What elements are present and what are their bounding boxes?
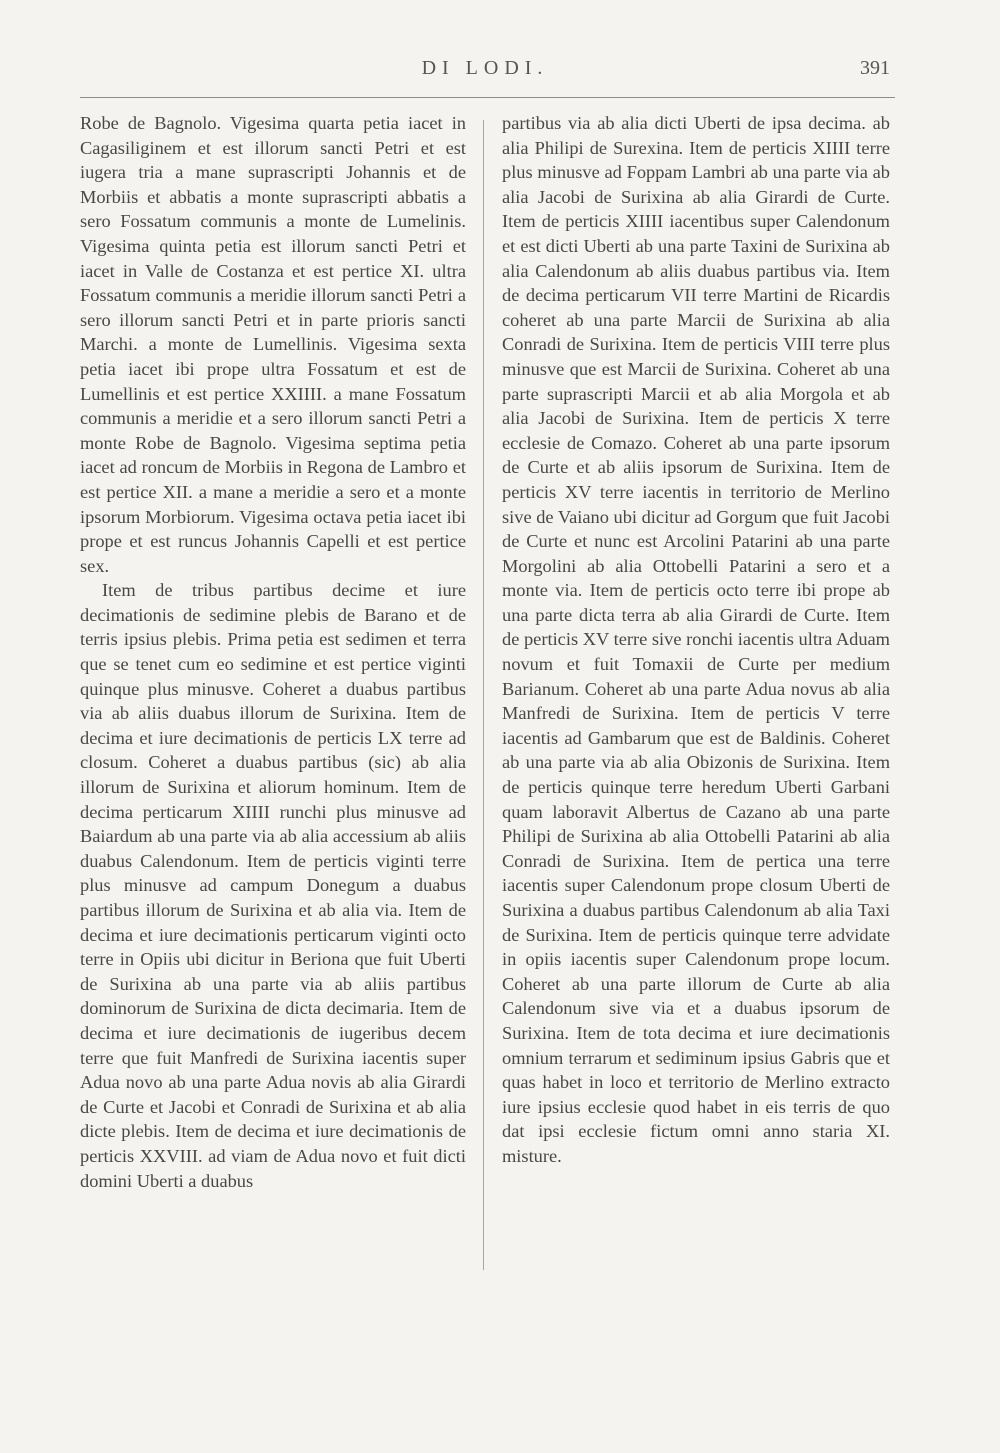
running-title: DI LODI. (421, 57, 549, 79)
left-paragraph-2: Item de tribus partibus decime et iure decimationis de sedimine plebis de Barano et de terris ipsius plebis. Prima petia est sedimen et terra que se tenet cum eo sedimine et est pertice viginti quinque plus minusve. Coheret a duabus partibus via ab aliis duabus illorum de Surixina. Item de decima et iure decimationis de perticis LX terre ad closum. Coheret a duabus partibus (sic) ab alia illorum de Surixina et aliorum hominum. Item de decima perticarum XIIII runchi plus minusve ad Baiardum ab una parte via ab alia accessium ab aliis duabus Calendonum. Item de perticis viginti terre plus minusve ad campum Donegum a duabus partibus illorum de Surixina et ab alia via. Item de decima et iure decimationis perticarum viginti octo terre in Opiis ubi dicitur in Beriona que fuit Uberti de Surixina ab una parte via ab aliis partibus dominorum de Surixina de dicta decimaria. Item de decima et iure decimationis de iugeribus decem terre que fuit Manfredi de Surixina iacentis super Adua novo ab una parte Adua novis ab alia Girardi de Curte et Jacobi et Conradi de Surixina et ab alia dicte plebis. Item de decima et iure decimationis de perticis XXVIII. ad viam de Adua novo et fuit dicti domini Uberti a duabus (80, 580, 466, 1191)
page-number: 391 (860, 57, 890, 79)
left-column (80, 111, 466, 1193)
column-divider (483, 120, 484, 1270)
header-rule (80, 97, 895, 98)
left-paragraph-1: Robe de Bagnolo. Vigesima quarta petia iacet in Cagasiliginem et est illorum sancti Petri et est iugera tria a mane suprascripti Johannis et de Morbiis et abbatis a monte suprascripti abbatis a sero Fossatum communis a monte de Lumelinis. Vigesima quinta petia est illorum sancti Petri et iacet in Valle de Costanza et est pertice XI. ultra Fossatum communis a meridie illorum sancti Petri a sero illorum sancti Petri et in parte prioris sancti Marchi. a monte de Lumellinis. Vigesima sexta petia iacet ibi prope ultra Fossatum et est de Lumellinis et est pertice XXIIII. a mane Fossatum communis a meridie et a sero illorum sancti Petri a monte Robe de Bagnolo. Vigesima septima petia iacet ad roncum de Morbiis in Regona de Lambro et est pertice XII. a mane a meridie a sero et a monte ipsorum Morbiorum. Vigesima octava petia iacet ibi prope et est runcus Johannis Capelli et est pertice sex. (80, 113, 466, 576)
running-head (80, 57, 890, 87)
right-paragraph-1: partibus via ab alia dicti Uberti de ipsa decima. ab alia Philipi de Surexina. Item de perticis XIIII terre plus minusve ad Foppam Lambri ab una parte via ab alia Jacobi de Surixina ab alia Girardi de Curte. Item de perticis XIIII iacentibus super Calendonum et est dicti Uberti ab una parte Taxini de Surixina ab alia Calendonum ab aliis duabus partibus via. Item de decima perticarum VII terre Martini de Ricardis coheret ab una parte Marcii de Surixina ab alia Conradi de Surixina. Item de perticis VIII terre plus minusve que est Marcii de Surixina. Coheret ab una parte suprascripti Marcii et ab alia Morgola et ab alia Jacobi de Surixina. Item de perticis X terre ecclesie de Comazo. Coheret ab una parte ipsorum de Curte et ab aliis ipsorum de Surixina. Item de perticis XV terre iacentis in territorio de Merlino sive de Vaiano ubi dicitur ad Gorgum que fuit Jacobi de Curte et nunc est Arcolini Patarini ab una parte Morgolini ab alia Ottobelli Patarini a sero et a monte via. Item de perticis octo terre ibi prope ab una parte dicta terra ab alia Girardi de Curte. Item de perticis XV terre sive ronchi iacentis ultra Aduam novum et fuit Tomaxii de Curte per medium Barianum. Coheret ab una parte Adua novus ab alia Manfredi de Surixina. Item de perticis V terre iacentis ad Gambarum que est de Baldinis. Coheret ab una parte via ab alia Obizonis de Surixina. Item de perticis quinque terre heredum Uberti Garbani quam laboravit Albertus de Cazano ab una parte Philipi de Surixina ab alia Ottobelli Patarini ab alia Conradi de Surixina. Item de pertica una terre iacentis super Calendonum prope closum Uberti de Surixina a duabus partibus Calendonum ab alia Taxi de Surixina. Item de perticis quinque terre advidate in opiis iacentis super Calendonum prope locum. Coheret ab una parte illorum de Curte ab alia Calendonum sive via et a duabus ipsorum de Surixina. Item de tota decima et iure decimationis omnium terrarum et sediminum ipsius Gabris que et quas habet in loco et territorio de Merlino extracto iure ipsius ecclesie quod habet in eis terris de quo dat ipsi ecclesie fictum omni anno staria XI. misture. (502, 113, 890, 1166)
right-column (502, 111, 890, 1169)
